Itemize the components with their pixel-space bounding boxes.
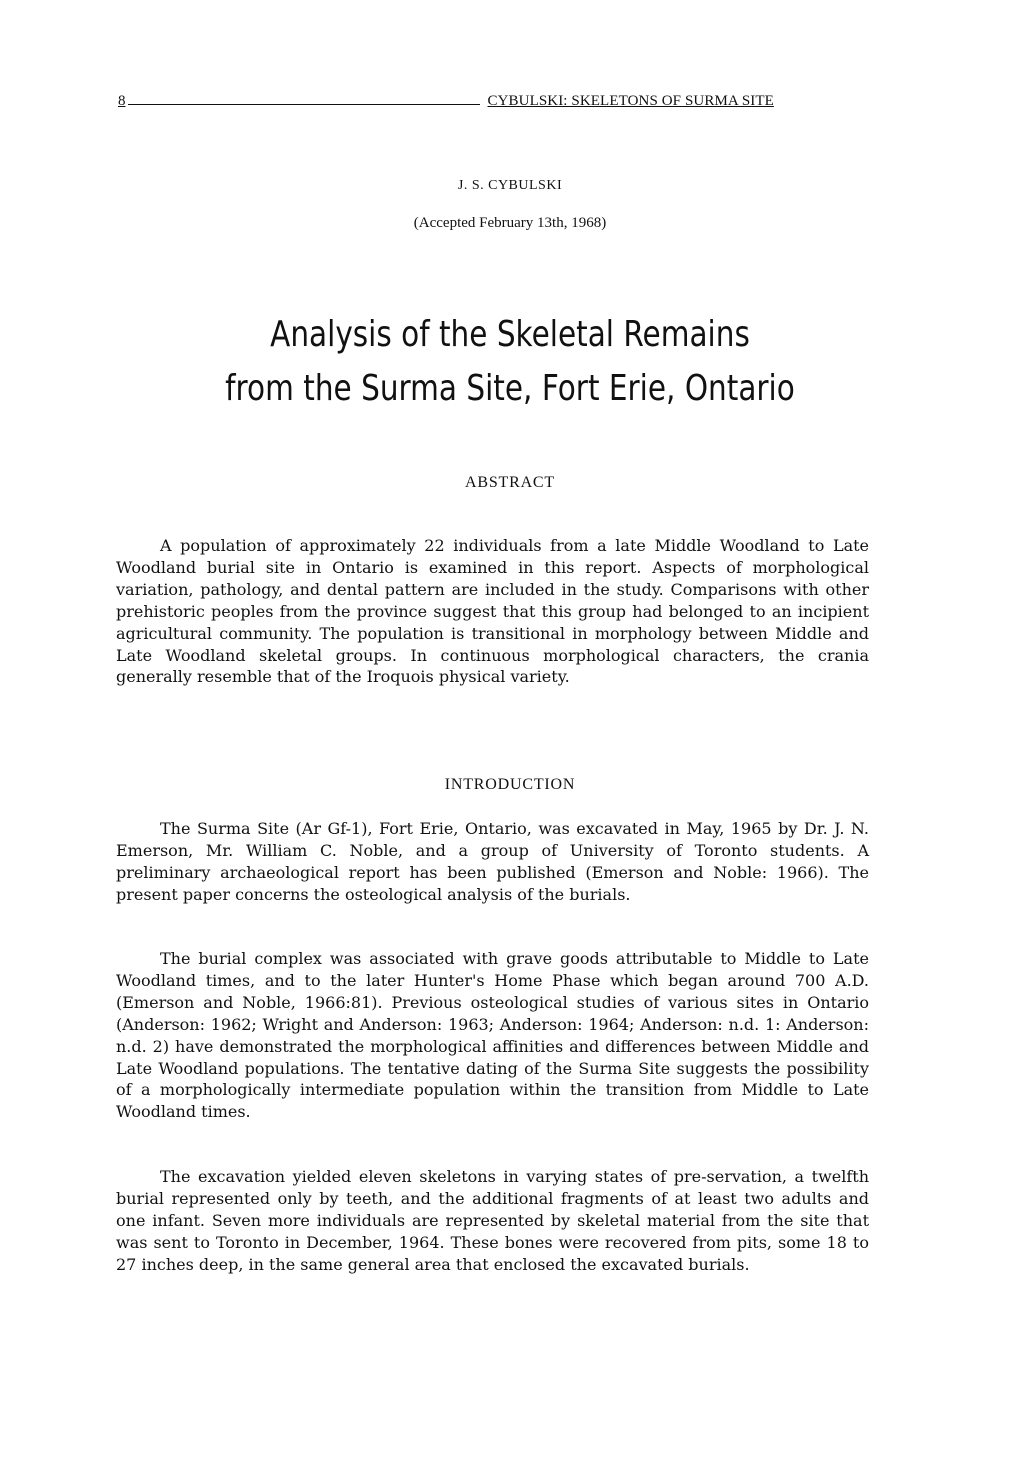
introduction-paragraph-1: The Surma Site (Ar Gf-1), Fort Erie, Ontario, was excavated in May, 1965 by Dr. J. N. Emerson, Mr. William C. Noble, and a group of University of Toronto students. A preliminary archaeological report has been published (Emerson and Noble: 1966). The present paper concerns the osteological analysis of the burials. [116,819,869,904]
header-rule [128,91,480,105]
author: J. S. CYBULSKI [457,178,563,193]
running-head-title: CYBULSKI: SKELETONS OF SURMA SITE [487,93,774,109]
page-number: 8 [118,93,126,109]
accepted-date: (Accepted February 13th, 1968) [413,215,607,231]
abstract-text: A population of approximately 22 individuals from a late Middle Woodland to Late Woodland burial site in Ontario is examined in this report. Aspects of morphological variation, pathology, and dental pattern are included in the study. Comparisons with other prehistoric peoples from the province suggest that this group had belonged to an incipient agricultural community. The population is transitional in morphology between Middle and Late Woodland skeletal groups. In continuous morphological characters, the crania generally resemble that of the Iroquois physical variety. [116,536,869,687]
introduction-paragraph-3: The excavation yielded eleven skeletons in varying states of pre-servation, a twelfth burial represented only by teeth, and the additional fragments of at least two adults and one infant. Seven more individuals are represented by skeletal material from the site that was sent to Toronto in December, 1964. These bones were recovered from pits, some 18 to 27 inches deep, in the same general area that enclosed the excavated burials. [116,1167,869,1274]
introduction-paragraph-2: The burial complex was associated with grave goods attributable to Middle to Late Woodland times, and to the later Hunter's Home Phase which began around 700 A.D. (Emerson and Noble, 1966:81). Previous osteological studies of various sites in Ontario (Anderson: 1962; Wright and Anderson: 1963; Anderson: 1964; Anderson: n.d. 1: Anderson: n.d. 2) have demonstrated the morphological affinities and differences between Middle and Late Woodland populations. The tentative dating of the Surma Site suggests the possibility of a morphologically intermediate population within the transition from Middle to Late Woodland times. [116,949,869,1122]
abstract-heading: ABSTRACT [465,474,555,491]
article-title-line-2: from the Surma Site, Fort Erie, Ontario [225,368,795,409]
running-head [118,91,840,111]
article-title [92,308,928,416]
article-title-line-1: Analysis of the Skeletal Remains [270,314,750,355]
introduction-heading: INTRODUCTION [444,776,576,793]
